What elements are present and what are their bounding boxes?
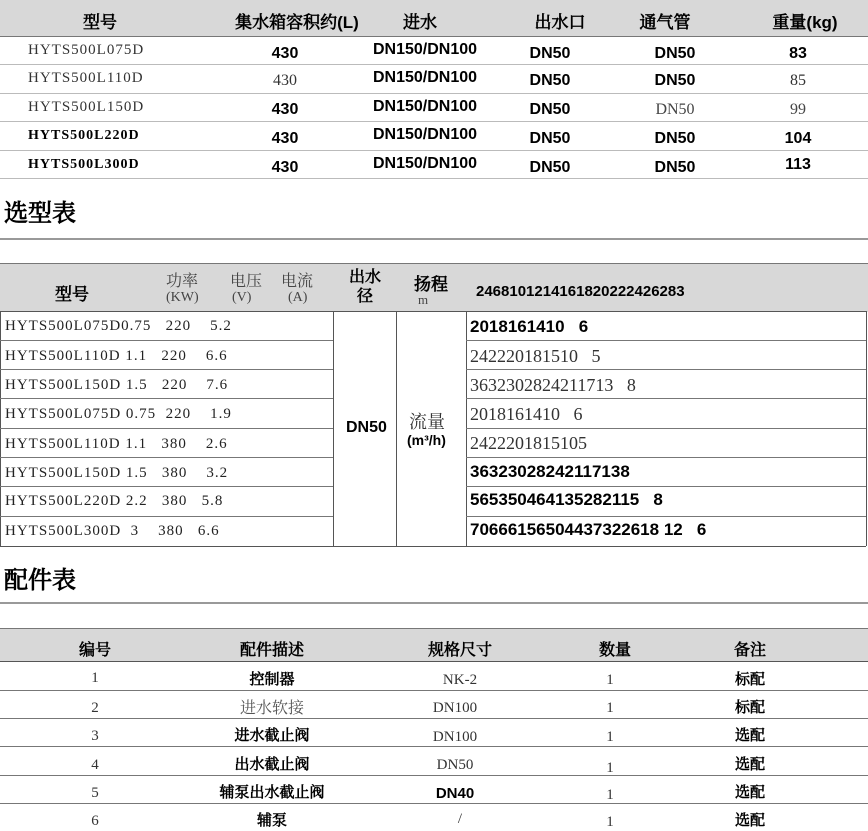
t1-divider [0,150,868,151]
t1-cell-volume: 430 [271,130,299,147]
t1-cell-vent: DN50 [654,72,696,89]
t3-cell-qty: 1 [606,700,614,716]
t3-cell-no: 3 [91,728,99,744]
t2-header-head: 扬程 [414,275,448,294]
t2-outlet-value: DN50 [346,419,387,436]
t3-cell-no: 6 [91,813,99,829]
t1-cell-outlet: DN50 [529,159,571,176]
t1-cell-model: HYTS500L300D [28,157,140,172]
t2-row-flow-values: 2018161410 6 [470,317,589,336]
t2-header-model: 型号 [55,285,89,304]
t2-row-divider [466,457,866,458]
t3-row-divider [0,718,868,719]
t3-row-divider [0,775,868,776]
t3-header-spec: 规格尺寸 [427,642,492,659]
t2-row-flow-values: 36323028242117138 [470,462,630,481]
t1-header-model: 型号 [83,13,117,32]
t2-row-left: HYTS500L150D 1.5 220 7.6 [5,377,229,393]
t2-header-voltage-unit: (V) [232,290,252,305]
section-rule [0,238,868,240]
t2-header-current-unit: (A) [288,290,308,305]
t1-cell-volume: 430 [273,72,297,89]
t2-row-divider [466,369,866,370]
t1-divider [0,93,868,94]
t2-row-divider [466,340,866,341]
t3-cell-note: 标配 [734,699,765,716]
t1-cell-outlet: DN50 [529,101,571,118]
t3-cell-spec: DN40 [435,785,475,802]
t3-cell-qty: 1 [606,760,614,776]
t2-flow-label: 流量 [409,412,445,432]
t3-cell-desc: 进水截止阀 [234,727,310,744]
t1-cell-volume: 430 [271,101,299,118]
t2-row-left: HYTS500L300D 3 380 6.6 [5,523,220,539]
t2-row-flow-values: 70666156504437322618 12 6 [470,520,707,539]
t2-row-divider [0,369,333,370]
t1-header-weight: 重量(kg) [772,13,838,32]
t3-cell-no: 5 [91,785,99,801]
t3-header-qty: 数量 [598,642,631,659]
t2-border [396,311,397,546]
t2-row-divider [466,398,866,399]
t2-header-power: 功率 [166,273,199,290]
t2-row-flow-values: 2018161410 6 [470,404,583,424]
t3-cell-spec: / [457,811,463,827]
t2-row-divider [0,516,333,517]
t3-cell-qty: 1 [606,672,614,688]
t1-header-inlet: 进水 [403,13,437,32]
t2-border [0,546,866,547]
t1-cell-inlet: DN150/DN100 [372,41,478,58]
t3-cell-note: 标配 [734,671,765,688]
t1-cell-inlet: DN150/DN100 [372,69,478,86]
t3-cell-note: 选配 [734,812,765,829]
t1-cell-model: HYTS500L110D [28,70,144,86]
t1-divider [0,64,868,65]
t2-row-left: HYTS500L150D 1.5 380 3.2 [5,465,229,481]
t2-row-flow-values: 2422201815105 [470,433,587,453]
t2-row-left: HYTS500L110D 1.1 220 6.6 [5,348,228,364]
t2-row-flow-values: 565350464135282115 8 [470,490,663,509]
t1-cell-vent: DN50 [654,130,696,147]
t3-cell-qty: 1 [606,814,614,830]
t3-cell-spec: DN100 [432,729,478,745]
t2-row-divider [0,428,333,429]
t1-header-outlet: 出水口 [534,13,586,32]
t1-cell-weight: 99 [790,101,806,118]
t2-row-left: HYTS500L220D 2.2 380 5.8 [5,493,224,509]
t3-row-divider [0,746,868,747]
section-title-accessories: 配件表 [4,566,76,594]
t2-row-divider [466,516,866,517]
section-title-selection: 选型表 [4,199,76,227]
t1-cell-volume: 430 [271,159,299,176]
t1-cell-vent: DN50 [654,45,696,62]
t1-header-volume: 集水箱容积约(L) [235,13,359,32]
t1-cell-model: HYTS500L075D [28,42,145,58]
t3-cell-qty: 1 [606,729,614,745]
t1-cell-vent: DN50 [654,159,696,176]
t2-row-left: HYTS500L110D 1.1 380 2.6 [5,436,228,452]
t3-cell-desc: 控制器 [249,671,295,688]
t1-cell-weight: 83 [789,45,807,62]
t3-cell-qty: 1 [606,787,614,803]
t3-row-divider [0,690,868,691]
t3-cell-desc: 辅泵 [256,812,287,829]
t3-header-desc: 配件描述 [239,642,304,659]
t3-cell-note: 选配 [734,756,765,773]
t2-border [0,311,866,312]
t3-cell-no: 4 [91,757,99,773]
t3-cell-spec: DN100 [432,700,478,716]
t1-cell-model: HYTS500L150D [28,99,145,115]
t2-row-flow-values: 3632302824211713 8 [470,375,636,395]
t2-header-power-unit: (KW) [166,290,199,305]
t3-cell-no: 1 [91,670,99,686]
t3-cell-spec: DN50 [436,757,474,773]
t2-row-divider [0,486,333,487]
t1-cell-weight: 85 [790,72,806,89]
t1-divider [0,36,868,37]
t1-cell-inlet: DN150/DN100 [372,98,478,115]
t1-divider [0,121,868,122]
t2-row-flow-values: 242220181510 5 [470,346,601,366]
t2-border [333,311,334,546]
t2-row-divider [0,340,333,341]
t1-cell-outlet: DN50 [529,130,571,147]
t2-header-head-unit: m [418,292,429,307]
t2-row-left: HYTS500L075D0.75 220 5.2 [5,318,232,334]
t2-border [866,311,867,546]
t3-cell-note: 选配 [734,784,765,801]
t3-header-no: 编号 [78,642,111,659]
t2-header-voltage: 电压 [230,273,263,290]
t3-header-note: 备注 [733,642,766,659]
t1-cell-outlet: DN50 [529,72,571,89]
t2-row-divider [0,398,333,399]
t1-cell-weight: 104 [784,130,812,147]
t3-cell-desc: 辅泵出水截止阀 [219,784,325,801]
t3-cell-no: 2 [91,700,99,716]
t1-cell-inlet: DN150/DN100 [372,126,478,143]
t2-row-divider [466,486,866,487]
t3-cell-desc: 出水截止阀 [234,756,310,773]
t1-divider [0,178,868,179]
t1-cell-volume: 430 [271,45,299,62]
t1-cell-model: HYTS500L220D [28,128,140,143]
t1-cell-outlet: DN50 [529,45,571,62]
t3-row-divider [0,661,868,662]
t2-row-left: HYTS500L075D 0.75 220 1.9 [5,406,232,422]
t2-row-divider [0,457,333,458]
t2-header-head-values: 2468101214161820222426283 [476,283,685,300]
t3-cell-spec: NK-2 [442,672,478,688]
t1-cell-vent: DN50 [655,101,695,118]
t1-cell-inlet: DN150/DN100 [372,155,478,172]
t2-flow-unit: (m³/h) [407,432,446,448]
section-rule [0,602,868,604]
t3-cell-desc: 进水软接 [239,700,304,717]
t2-row-divider [466,428,866,429]
t1-cell-weight: 113 [785,156,811,173]
t1-header-vent: 通气管 [639,13,691,32]
t2-header-current: 电流 [281,273,314,290]
t2-header-outlet: 出水径 [348,269,381,305]
t3-cell-note: 选配 [734,727,765,744]
t3-row-divider [0,803,868,804]
